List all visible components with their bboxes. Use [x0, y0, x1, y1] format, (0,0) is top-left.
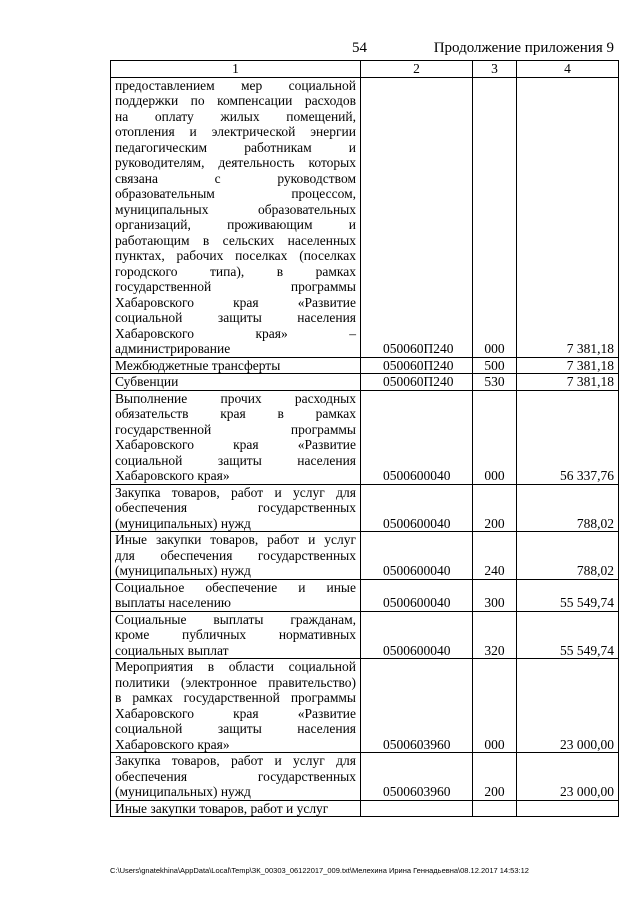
- description-line: Межбюджетные трансферты: [115, 357, 281, 373]
- description-line: Закупка товаров, работ и услуг для: [115, 753, 356, 768]
- table-row: [111, 77, 619, 357]
- row-amount: 788,02: [517, 484, 619, 532]
- row-description: [111, 532, 361, 580]
- description-line: (муниципальных) нужд: [115, 563, 251, 578]
- row-description: [111, 357, 361, 374]
- row-expense-type: 530: [473, 374, 517, 391]
- description-line: связана с руководством: [115, 170, 356, 186]
- description-line: муниципальных образовательных: [115, 201, 356, 217]
- row-description: [111, 390, 361, 484]
- description-line: государственной программы: [115, 279, 356, 294]
- row-target-code: 0500603960: [361, 659, 473, 753]
- row-description: [111, 659, 361, 753]
- description-line: Иные закупки товаров, работ и услуг: [115, 532, 356, 547]
- table-row: [111, 484, 619, 532]
- row-description: [111, 77, 361, 357]
- table-row: [111, 611, 619, 659]
- row-amount: [517, 800, 619, 817]
- description-line: Субвенции: [115, 374, 179, 389]
- description-line: Иные закупки товаров, работ и услуг: [115, 800, 329, 816]
- row-target-code: 050060П240: [361, 374, 473, 391]
- table-row: [111, 532, 619, 580]
- description-line: обязательств края в рамках: [115, 406, 356, 421]
- description-line: Социальные выплаты гражданам,: [115, 611, 356, 627]
- table-row: [111, 374, 619, 391]
- page-number: 54: [352, 40, 367, 56]
- description-line: педагогическим работникам и: [115, 139, 356, 155]
- description-line: политики (электронное правительство): [115, 674, 356, 690]
- description-line: городского типа), в рамках: [115, 263, 356, 279]
- description-line: отопления и электрической энергии: [115, 124, 356, 139]
- description-line: Закупка товаров, работ и услуг для: [115, 484, 356, 500]
- row-description: [111, 800, 361, 817]
- description-line: образовательным процессом,: [115, 186, 356, 201]
- row-description: [111, 579, 361, 611]
- row-target-code: 050060П240: [361, 357, 473, 374]
- row-amount: 23 000,00: [517, 753, 619, 801]
- row-amount: 56 337,76: [517, 390, 619, 484]
- row-amount: 7 381,18: [517, 357, 619, 374]
- table-row: [111, 357, 619, 374]
- row-expense-type: 320: [473, 611, 517, 659]
- table-row: [111, 579, 619, 611]
- row-target-code: [361, 800, 473, 817]
- row-amount: 7 381,18: [517, 374, 619, 391]
- description-line: поддержки по компенсации расходов: [115, 93, 356, 108]
- row-expense-type: 240: [473, 532, 517, 580]
- description-line: социальной защиты населения: [115, 310, 356, 325]
- row-expense-type: 000: [473, 659, 517, 753]
- description-line: Хабаровского края»: [115, 468, 230, 483]
- description-line: государственной программы: [115, 421, 356, 437]
- description-line: (муниципальных) нужд: [115, 784, 251, 799]
- description-line: предоставлением мер социальной: [115, 77, 356, 93]
- budget-table: [110, 60, 619, 817]
- column-header-2: 2: [361, 61, 473, 78]
- description-line: работающим в сельских населенных: [115, 232, 356, 248]
- description-line: социальных выплат: [115, 642, 229, 658]
- budget-table-body: [111, 61, 619, 817]
- row-expense-type: 000: [473, 77, 517, 357]
- table-row: [111, 659, 619, 753]
- table-row: [111, 753, 619, 801]
- row-target-code: 0500603960: [361, 753, 473, 801]
- description-line: обеспечения государственных: [115, 500, 356, 515]
- description-line: в рамках государственной программы: [115, 690, 356, 705]
- row-description: [111, 484, 361, 532]
- description-line: социальной защиты населения: [115, 721, 356, 736]
- description-line: кроме публичных нормативных: [115, 627, 356, 642]
- description-line: Хабаровского края»: [115, 736, 230, 752]
- description-line: Хабаровского края «Развитие: [115, 294, 356, 310]
- table-header-row: [111, 61, 619, 78]
- row-amount: 7 381,18: [517, 77, 619, 357]
- row-expense-type: [473, 800, 517, 817]
- row-description: [111, 611, 361, 659]
- row-amount: 788,02: [517, 532, 619, 580]
- row-target-code: 0500600040: [361, 579, 473, 611]
- row-expense-type: 200: [473, 753, 517, 801]
- description-line: Выполнение прочих расходных: [115, 390, 356, 406]
- row-target-code: 050060П240: [361, 77, 473, 357]
- description-line: Социальное обеспечение и иные: [115, 579, 356, 595]
- description-line: администрирование: [115, 341, 231, 356]
- row-target-code: 0500600040: [361, 484, 473, 532]
- row-expense-type: 500: [473, 357, 517, 374]
- column-header-1: 1: [111, 61, 361, 78]
- description-line: организаций, проживающим и: [115, 217, 356, 232]
- file-path-footer: C:\Users\gnatekhina\AppData\Local\Temp\ЗК_00303_06122017_009.txt\Мелехина Ирина Геннадьевна\08.12.2017 14:53:12: [110, 866, 529, 875]
- description-line: (муниципальных) нужд: [115, 515, 251, 531]
- description-line: руководителям, деятельность которых: [115, 155, 356, 170]
- row-target-code: 0500600040: [361, 532, 473, 580]
- row-expense-type: 200: [473, 484, 517, 532]
- row-amount: 23 000,00: [517, 659, 619, 753]
- description-line: Хабаровского края» –: [115, 325, 356, 341]
- description-line: на оплату жилых помещений,: [115, 108, 356, 124]
- row-target-code: 0500600040: [361, 390, 473, 484]
- description-line: пунктах, рабочих поселках (поселках: [115, 248, 356, 263]
- page-caption: Продолжение приложения 9: [433, 40, 614, 56]
- row-expense-type: 000: [473, 390, 517, 484]
- row-description: [111, 753, 361, 801]
- row-description: [111, 374, 361, 391]
- column-header-3: 3: [473, 61, 517, 78]
- row-target-code: 0500600040: [361, 611, 473, 659]
- description-line: обеспечения государственных: [115, 768, 356, 784]
- row-amount: 55 549,74: [517, 611, 619, 659]
- description-line: социальной защиты населения: [115, 452, 356, 468]
- table-row: [111, 390, 619, 484]
- description-line: выплаты населению: [115, 595, 232, 610]
- description-line: Мероприятия в области социальной: [115, 659, 356, 674]
- row-amount: 55 549,74: [517, 579, 619, 611]
- description-line: Хабаровского края «Развитие: [115, 437, 356, 452]
- column-header-4: 4: [517, 61, 619, 78]
- description-line: Хабаровского края «Развитие: [115, 705, 356, 721]
- row-expense-type: 300: [473, 579, 517, 611]
- description-line: для обеспечения государственных: [115, 547, 356, 563]
- table-row: [111, 800, 619, 817]
